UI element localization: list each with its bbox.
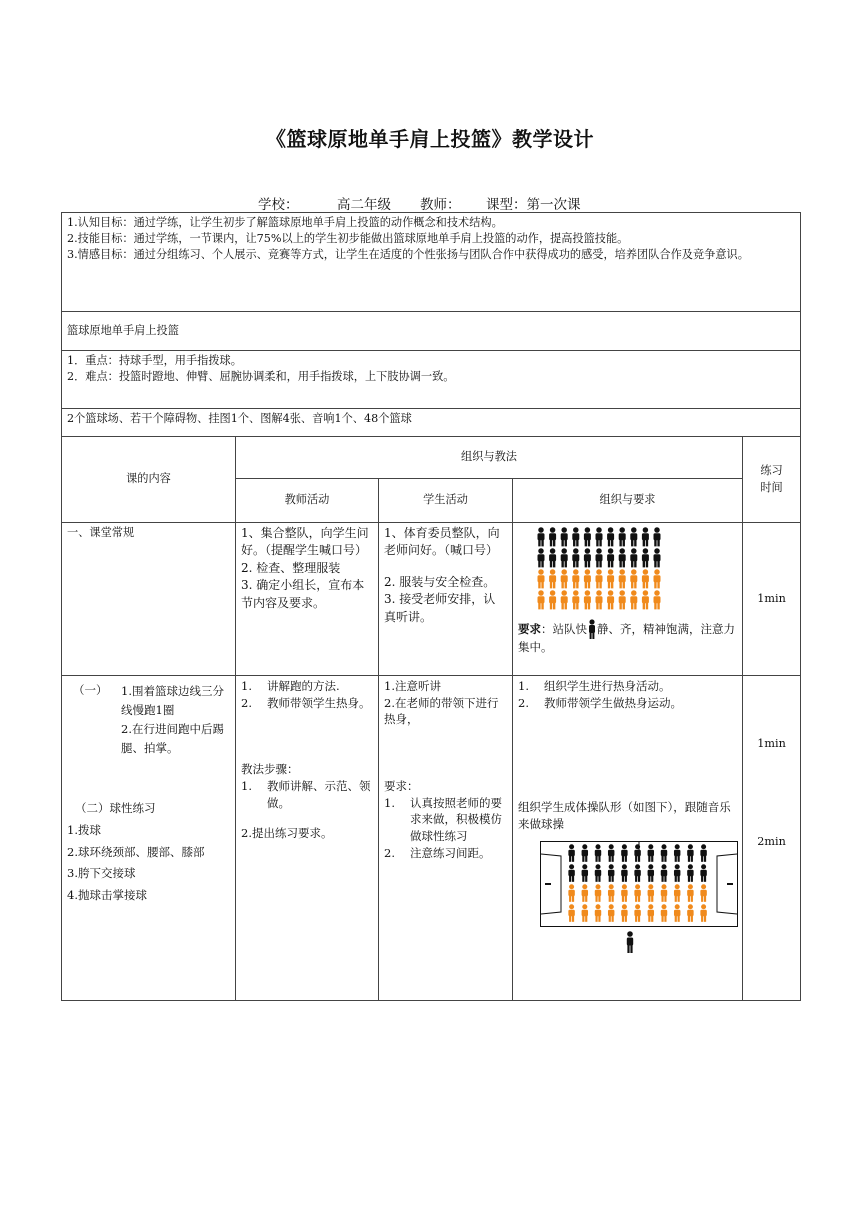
person-icon — [630, 527, 637, 546]
teacher-label: 教师： — [420, 197, 461, 213]
header-row-1 — [62, 437, 801, 479]
person-icon — [572, 569, 579, 588]
header-teacher: 教师活动 — [236, 479, 379, 523]
time-ball-drill: 2min — [757, 835, 786, 849]
person-icon — [619, 548, 626, 567]
person-icon — [608, 844, 614, 862]
org-description: 组织学生成体操队形（如图下），跟随音乐来做球操 — [518, 800, 731, 832]
school-label: 学校： — [258, 197, 299, 213]
person-icon — [572, 527, 579, 546]
person-icon — [596, 548, 603, 567]
person-icon — [619, 527, 626, 546]
ball-drill-item: 3.胯下交接球 — [67, 866, 136, 881]
content-row — [62, 312, 801, 351]
person-icon — [607, 569, 614, 588]
person-icon — [608, 904, 614, 922]
page-title: 《篮球原地单手肩上投篮》教学设计 — [266, 127, 594, 151]
goal-affective: 3.情感目标：通过分组练习、个人展示、竞赛等方式，让学生在适度的个性张扬与团队合作中获得成功的感受，培养团队合作及竞争意识。 — [67, 248, 749, 262]
person-icon — [538, 527, 545, 546]
person-icon — [549, 548, 556, 567]
warmup-student — [379, 676, 513, 1001]
court-diagram — [540, 841, 738, 927]
routine-teacher — [236, 523, 379, 676]
person-icon — [549, 569, 556, 588]
person-icon — [538, 569, 545, 588]
equipment-row — [62, 409, 801, 437]
requirement-text-a: ：站队快 — [541, 622, 587, 636]
teacher-figure-icon — [625, 931, 635, 953]
person-icon — [596, 569, 603, 588]
person-icon — [561, 548, 568, 567]
section-two-title: （二）球性练习 — [75, 800, 156, 815]
list-number: 1. — [241, 679, 252, 693]
person-icon — [674, 844, 680, 862]
person-icon — [619, 590, 626, 609]
person-icon — [648, 884, 654, 902]
student-item: 2.在老师的带领下进行热身， — [384, 695, 499, 727]
warmup-time — [743, 676, 801, 1001]
person-icon — [607, 548, 614, 567]
teacher-item: 2. 检查、整理服装 — [241, 560, 341, 575]
person-icon — [584, 569, 591, 588]
person-icon — [538, 548, 545, 567]
person-icon — [654, 569, 661, 588]
person-icon — [582, 844, 588, 862]
person-icon — [595, 884, 601, 902]
person-icon — [584, 527, 591, 546]
student-req-label: 要求： — [384, 779, 419, 794]
person-icon — [621, 904, 627, 922]
person-icon — [572, 590, 579, 609]
warmup-requirement — [513, 676, 743, 1001]
person-icon — [654, 548, 661, 567]
time-warmup: 1min — [757, 737, 786, 750]
person-icon — [619, 569, 626, 588]
header-time: 练习 时间 — [743, 437, 801, 523]
person-icon — [634, 904, 640, 922]
person-icon — [642, 569, 649, 588]
person-icon — [621, 844, 627, 862]
list-number: 1. — [384, 795, 395, 810]
teacher-item: 3. 确定小组长，宣布本节内容及要求。 — [241, 578, 365, 610]
person-icon — [687, 844, 693, 862]
court-formation-figure — [541, 842, 737, 926]
goals-cell — [62, 213, 801, 312]
routine-time: 1min — [743, 523, 801, 676]
routine-row — [62, 523, 801, 676]
person-icon — [568, 864, 574, 882]
person-icon — [634, 884, 640, 902]
org-step: 教师带领学生做热身运动。 — [544, 695, 682, 710]
person-icon — [661, 844, 667, 862]
list-number: 2. — [518, 695, 529, 710]
list-number: 2. — [241, 695, 252, 710]
person-icon — [607, 527, 614, 546]
lesson-type: 课型：第一次课 — [486, 197, 581, 213]
goal-cognitive: 1.认知目标：通过学练，让学生初步了解篮球原地单手肩上投篮的动作概念和技术结构。 — [67, 216, 503, 229]
person-icon — [549, 527, 556, 546]
person-icon — [572, 548, 579, 567]
person-icon — [561, 527, 568, 546]
person-icon — [607, 590, 614, 609]
routine-requirement — [513, 523, 743, 676]
teacher-step: 2.提出练习要求。 — [241, 826, 333, 841]
person-icon — [642, 548, 649, 567]
routine-student — [379, 523, 513, 676]
person-icon — [621, 884, 627, 902]
person-icon — [561, 569, 568, 588]
person-icon — [674, 904, 680, 922]
header-org: 组织与教法 — [236, 437, 743, 479]
person-icon — [654, 527, 661, 546]
warmup-row — [62, 676, 801, 1001]
requirement-text — [518, 619, 737, 656]
person-icon — [687, 884, 693, 902]
person-icon — [687, 864, 693, 882]
equipment-cell: 2个篮球场、若干个障碍物、挂图1个、图解4张、音响1个、48个篮球 — [62, 409, 801, 437]
person-icon — [687, 904, 693, 922]
person-icon — [700, 844, 706, 862]
student-item: 2. 服装与安全检查。 — [384, 574, 496, 589]
person-icon — [538, 590, 545, 609]
person-icon — [648, 864, 654, 882]
header-requirement: 组织与要求 — [513, 479, 743, 523]
header-student: 学生活动 — [379, 479, 513, 523]
ball-drill-item: 4.抛球击掌接球 — [67, 888, 147, 903]
student-item: 1.注意听讲 — [384, 679, 441, 693]
person-icon — [642, 590, 649, 609]
person-icon — [561, 590, 568, 609]
person-icon — [700, 904, 706, 922]
teacher-item: 1、集合整队，向学生问好。（提醒学生喊口号） — [241, 526, 369, 558]
person-icon — [568, 844, 574, 862]
student-step: 认真按照老师的要求来做，积极模仿做球性练习 — [410, 795, 502, 844]
org-step: 组织学生进行热身活动。 — [544, 679, 671, 693]
person-icon — [661, 864, 667, 882]
person-icon — [568, 904, 574, 922]
student-step: 注意练习间距。 — [410, 845, 491, 860]
person-icon — [630, 569, 637, 588]
teacher-step: 讲解跑的方法. — [267, 679, 340, 693]
person-icon — [587, 619, 597, 639]
difficult-point: 2．难点：投篮时蹬地、伸臂、屈腕协调柔和，用手指拨球，上下肢协调一致。 — [67, 370, 455, 384]
list-number: 2. — [384, 845, 395, 860]
person-icon — [661, 904, 667, 922]
person-icon — [608, 864, 614, 882]
person-icon — [630, 590, 637, 609]
student-item: 3. 接受老师安排，认真听讲。 — [384, 592, 496, 624]
person-icon — [661, 884, 667, 902]
person-icon — [634, 844, 640, 862]
key-point: 1．重点：持球手型，用手指拨球。 — [67, 354, 242, 367]
person-icon — [584, 590, 591, 609]
person-icon — [648, 844, 654, 862]
student-item: 1、体育委员整队，向老师问好。（喊口号） — [384, 526, 500, 558]
warmup-content — [62, 676, 236, 1001]
requirement-text-b: 静、齐，精神饱满，注意力集中。 — [518, 622, 735, 654]
person-icon — [642, 527, 649, 546]
keypoints-cell — [62, 351, 801, 409]
person-icon — [674, 864, 680, 882]
keypoints-row — [62, 351, 801, 409]
person-icon — [700, 884, 706, 902]
person-icon — [674, 884, 680, 902]
person-icon — [654, 590, 661, 609]
teacher-step: 教师讲解、示范、领做。 — [267, 779, 371, 810]
header-info — [0, 193, 860, 213]
list-number: 1. — [241, 779, 252, 794]
warmup-teacher — [236, 676, 379, 1001]
header-content: 课的内容 — [62, 437, 236, 523]
person-icon — [621, 864, 627, 882]
person-icon — [568, 884, 574, 902]
person-icon — [608, 884, 614, 902]
section-one-label: （一） — [73, 683, 108, 697]
teacher-step: 教师带领学生热身。 — [267, 695, 371, 710]
person-icon — [582, 864, 588, 882]
person-icon — [596, 527, 603, 546]
person-icon — [582, 884, 588, 902]
person-icon — [595, 864, 601, 882]
content-cell: 篮球原地单手肩上投篮 — [62, 312, 801, 351]
goal-skill: 2.技能目标：通过学练，一节课内，让75%以上的学生初步能做出篮球原地单手肩上投篮的动作，提高投篮技能。 — [67, 232, 629, 246]
warmup-item: 2.在行进间跑中后踢腿、拍掌。 — [121, 721, 224, 755]
routine-content: 一、课堂常规 — [62, 523, 236, 676]
person-icon — [648, 904, 654, 922]
person-icon — [584, 548, 591, 567]
warmup-item: 1.围着篮球边线三分线慢跑1圈 — [121, 684, 224, 717]
lesson-table — [61, 212, 801, 1001]
ball-drill-item: 1.拨球 — [67, 822, 101, 837]
ball-drill-item: 2.球环绕颈部、腰部、膝部 — [67, 844, 205, 859]
list-number: 1. — [518, 679, 529, 693]
requirement-label: 要求 — [518, 622, 541, 636]
person-icon — [630, 548, 637, 567]
person-icon — [700, 864, 706, 882]
teaching-steps-label: 教法步骤： — [241, 762, 299, 777]
person-icon — [595, 844, 601, 862]
person-icon — [595, 904, 601, 922]
person-icon — [549, 590, 556, 609]
person-icon — [634, 864, 640, 882]
goals-row — [62, 213, 801, 312]
grade: 高二年级 — [337, 197, 391, 213]
person-icon — [582, 904, 588, 922]
person-icon — [596, 590, 603, 609]
formation-figure — [536, 527, 666, 613]
